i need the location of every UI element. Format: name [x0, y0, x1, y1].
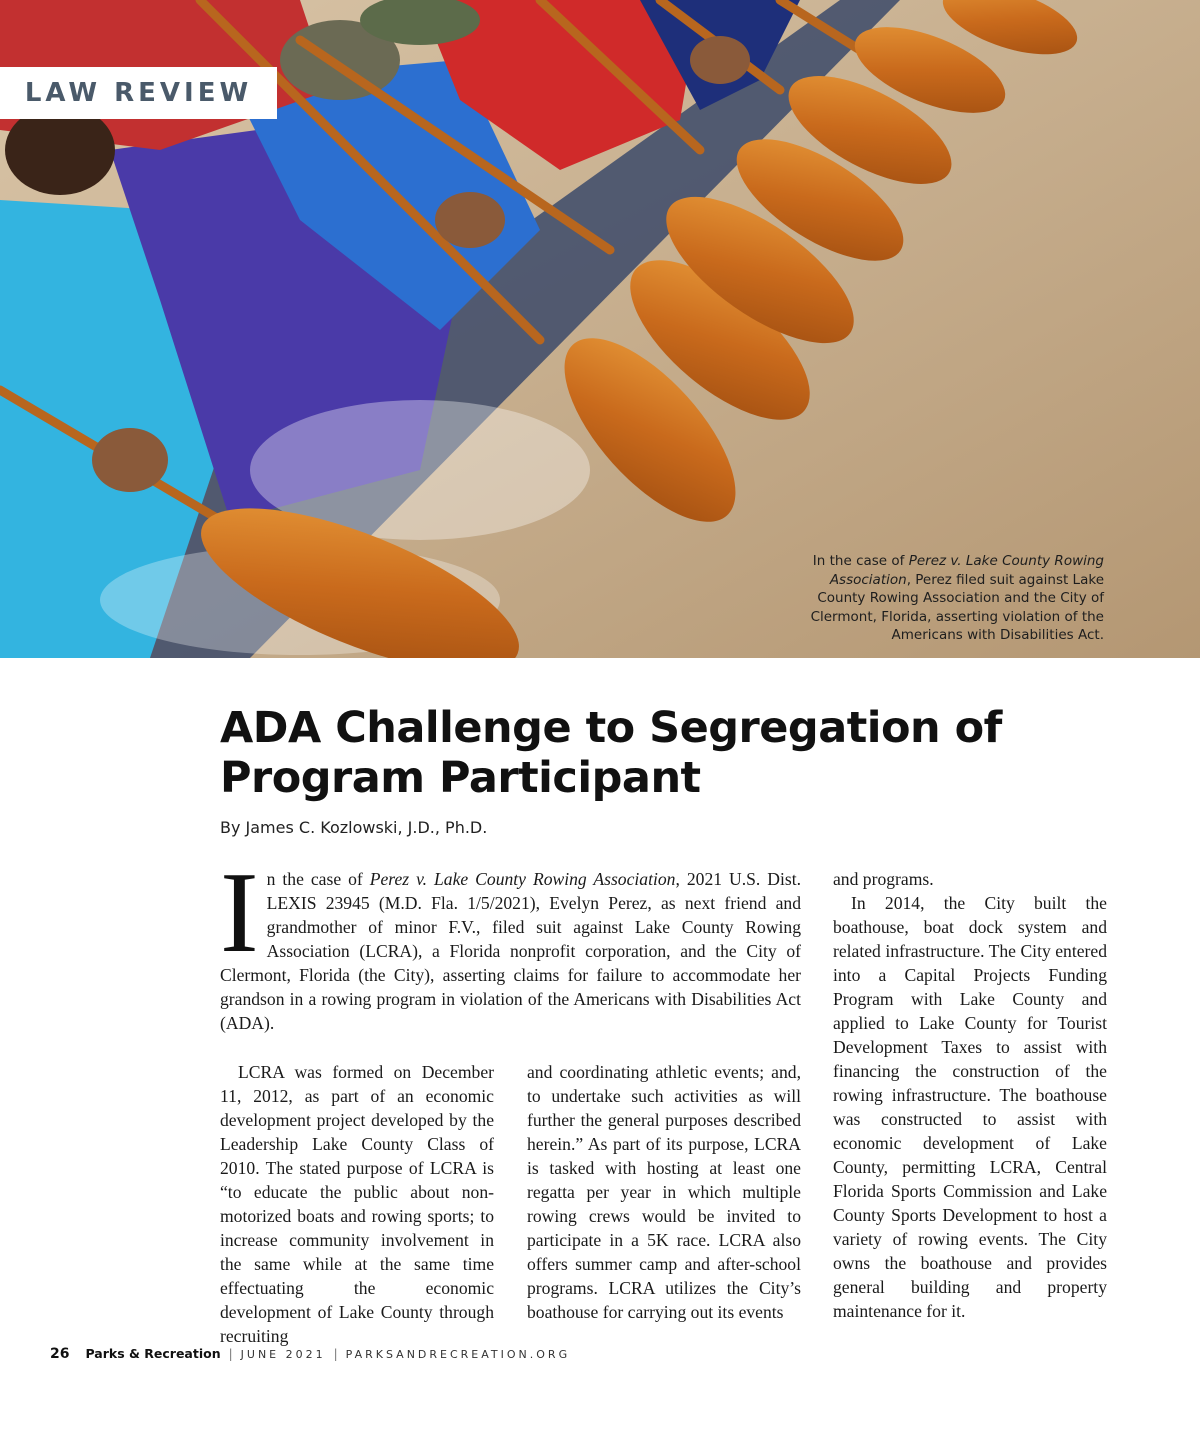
- body-column-3: [833, 867, 1107, 1323]
- body-paragraph: In 2014, the City built the boathouse, boat dock system and related infrastructure. The City entered into a Capital Projects Funding Program with Lake County and applied to Lake County for Tourist Development Taxes to assist with financing the construction of the rowing infrastructure. The boathouse was constructed to assist with economic development of Lake County, permitting LCRA, Central Florida Sports Commission and Lake County Sports Development to host a variety of rowing events. The City owns the boathouse and provides general building and property maintenance for it.: [833, 893, 1107, 1321]
- caption-prefix: In the case of: [812, 553, 909, 569]
- lede-case-name: Perez v. Lake County Rowing Association: [369, 869, 676, 889]
- footer-separator: |: [228, 1347, 233, 1361]
- drop-cap: I: [220, 849, 259, 977]
- body-paragraph: LCRA was formed on December 11, 2012, as part of an economic development project developed by the Leadership Lake County Class of 2010. The stated purpose of LCRA is “to educate the public about non-motorized boats and rowing sports; to increase community involvement in the same while at the same time effectuating the economic development of Lake County through recruiting: [220, 1062, 494, 1346]
- body-column-1: [220, 1060, 494, 1348]
- website-url: PARKSANDRECREATION.ORG: [345, 1348, 571, 1361]
- body-column-2: [527, 1060, 801, 1324]
- lede-paragraph: [220, 849, 801, 1035]
- caption-case-name: Perez v. Lake County Rowing Association: [829, 553, 1104, 588]
- caption-suffix: , Perez filed suit against Lake County Rowing Association and the City of Clermont, Florida, asserting violation of the Americans with Disabilities Act.: [810, 571, 1104, 644]
- page-footer: [50, 1346, 570, 1362]
- publication-name: Parks & Recreation: [85, 1346, 221, 1361]
- page-number: 26: [50, 1346, 70, 1362]
- lede-prefix: n the case of: [266, 869, 370, 889]
- body-paragraph: and coordinating athletic events; and, to undertake such activities as will further the general purposes described herein.” As part of its purpose, LCRA is tasked with hosting at least one regatta per year in which multiple rowing crews would be invited to participate in a 5K race. LCRA also offers summer camp and after-school programs. LCRA utilizes the City’s boathouse for carrying out its events: [527, 1062, 801, 1322]
- issue-date: JUNE 2021: [240, 1348, 326, 1361]
- photo-caption: [804, 552, 1104, 645]
- byline: By James C. Kozlowski, J.D., Ph.D.: [220, 818, 488, 837]
- footer-separator: |: [333, 1347, 338, 1361]
- lede-suffix: , 2021 U.S. Dist. LEXIS 23945 (M.D. Fla. 1/5/2021), Evelyn Perez, as next friend and grandmother of minor F.V., filed suit against Lake County Rowing Association (LCRA), a Florida nonprofit corporation, and the City of Clermont, Florida (the City), asserting claims for failure to accommodate her grandson in a rowing program in violation of the Americans with Disabilities Act (ADA).: [220, 869, 801, 1033]
- body-paragraph: and programs.: [833, 869, 934, 889]
- section-label: LAW REVIEW: [0, 67, 277, 119]
- article-title: ADA Challenge to Segregation of Program Participant: [220, 703, 1002, 803]
